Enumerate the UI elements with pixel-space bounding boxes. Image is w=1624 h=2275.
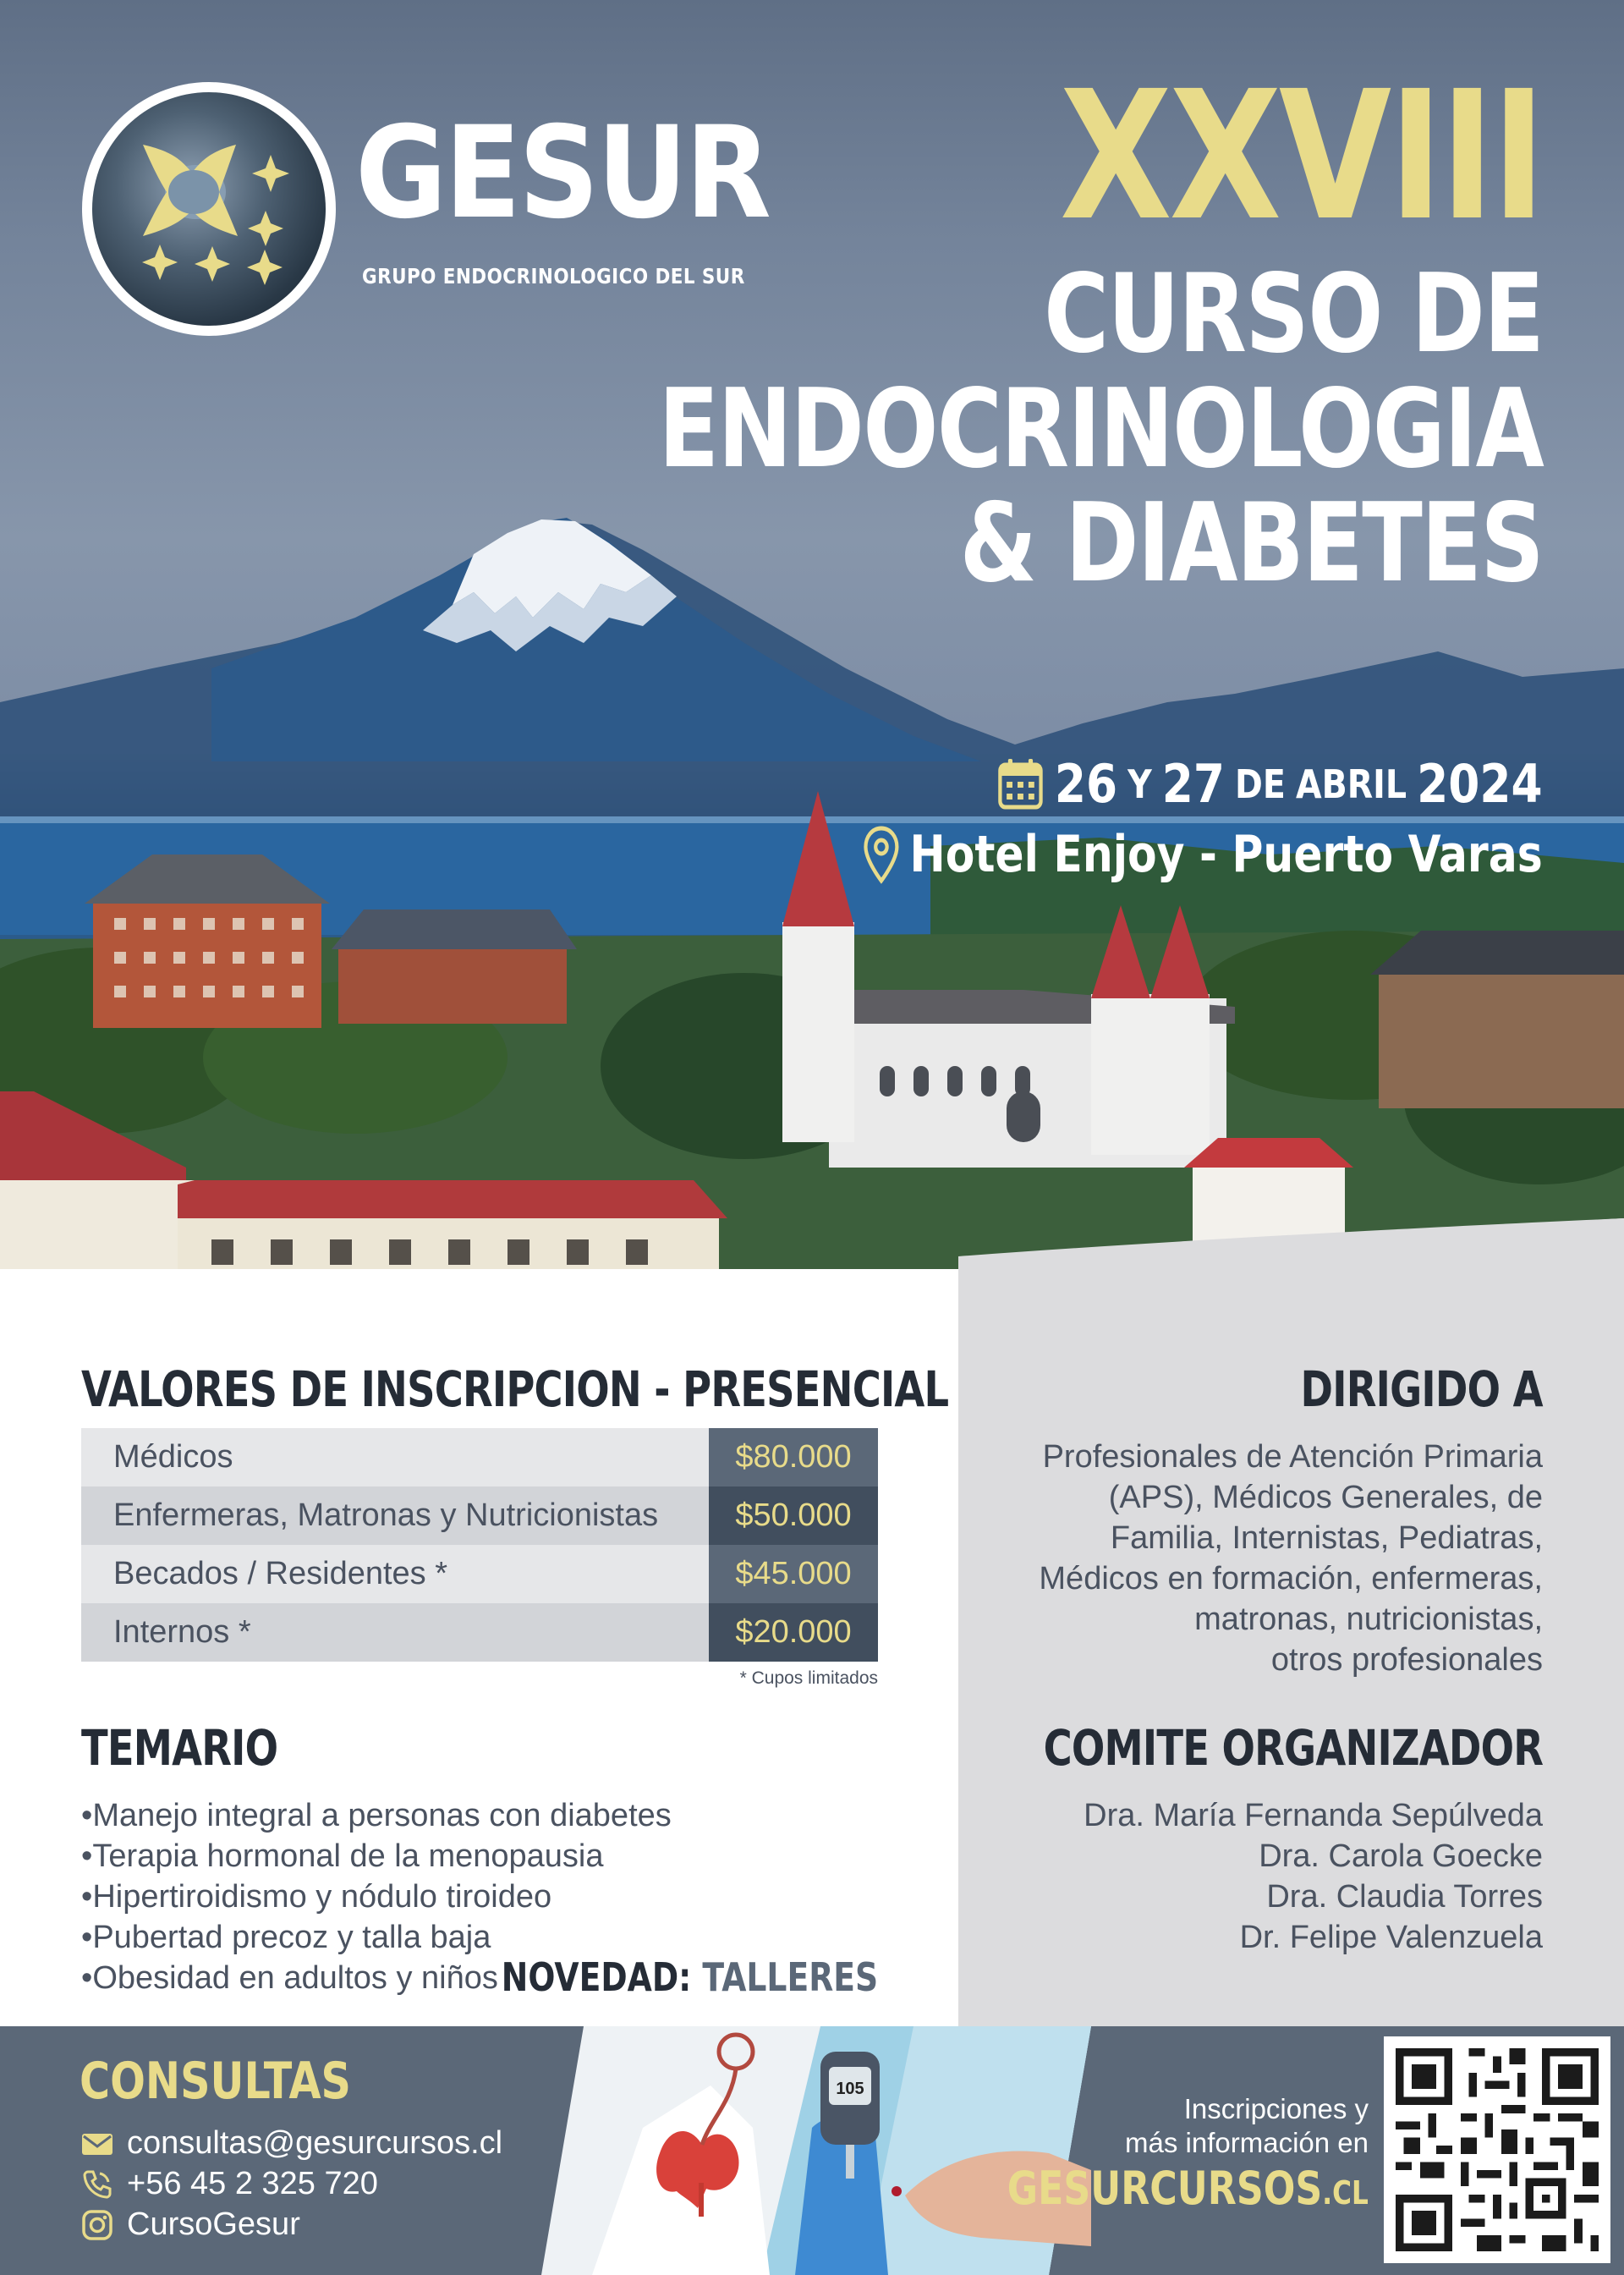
price-category: Enfermeras, Matronas y Nutricionistas: [81, 1486, 709, 1545]
temario-title: TEMARIO: [81, 1719, 278, 1777]
website-link[interactable]: [1007, 2162, 1369, 2215]
date-year: 2024: [1417, 753, 1543, 815]
dirigido-line: otros profesionales: [1270, 1642, 1543, 1678]
envelope-icon: [81, 2131, 113, 2157]
event-title-block: [464, 52, 1543, 607]
event-date: [997, 753, 1543, 815]
inscripciones-text: [1125, 2092, 1369, 2160]
calendar-icon: [997, 756, 1045, 812]
date-joiner: Y: [1127, 761, 1153, 807]
website-tld[interactable]: .CL: [1322, 2174, 1369, 2212]
price-category: Becados / Residentes *: [81, 1545, 709, 1603]
date-day1: 26: [1055, 753, 1118, 815]
sparkle-star-emblem-icon: [92, 92, 326, 326]
comite-list: [1084, 1795, 1543, 1958]
temario-item: • Hipertiroidismo y nódulo tiroideo: [81, 1877, 672, 1917]
contact-email-text[interactable]: consultas@gesurcursos.cl: [127, 2125, 503, 2161]
price-table: [81, 1428, 878, 1662]
price-amount: $20.000: [709, 1603, 878, 1662]
brand-subtitle: GRUPO ENDOCRINOLOGICO DEL SUR: [362, 264, 745, 288]
novedad-value: TALLERES: [702, 1954, 878, 2000]
comite-member: Dr. Felipe Valenzuela: [1239, 1920, 1543, 1955]
footer: [0, 2026, 1624, 2275]
glucometer-reading: 105: [836, 2080, 864, 2098]
qr-code-icon: [1396, 2048, 1599, 2251]
price-amount: $50.000: [709, 1486, 878, 1545]
inscripciones-line: más información en: [1125, 2127, 1369, 2158]
dirigido-line: Profesionales de Atención Primaria: [1042, 1439, 1543, 1475]
temario-item: • Manejo integral a personas con diabetes: [81, 1795, 672, 1836]
instagram-icon: [81, 2209, 113, 2241]
temario-item: • Obesidad en adultos y niños: [81, 1958, 672, 1998]
event-title-line-2: ENDOCRINOLOGIA: [658, 365, 1543, 492]
venue-text: Hotel Enjoy - Puerto Varas: [909, 825, 1543, 884]
comite-member: Dra. Claudia Torres: [1266, 1879, 1543, 1915]
event-venue: [863, 825, 1543, 884]
contact-email[interactable]: [81, 2125, 502, 2162]
price-category: Médicos: [81, 1428, 709, 1486]
website-main[interactable]: GESURCURSOS: [1007, 2162, 1323, 2215]
phone-icon: [81, 2168, 113, 2201]
event-title-line-1: CURSO DE: [1043, 251, 1543, 377]
price-amount: $45.000: [709, 1545, 878, 1603]
contact-instagram-text[interactable]: CursoGesur: [127, 2206, 300, 2242]
dirigido-line: Médicos en formación, enfermeras,: [1039, 1561, 1543, 1596]
contact-phone[interactable]: [81, 2166, 378, 2202]
qr-code[interactable]: [1384, 2036, 1610, 2263]
event-title-line-3: & DIABETES: [959, 481, 1543, 607]
dirigido-line: (APS), Médicos Generales, de: [1108, 1480, 1543, 1515]
consultas-title: CONSULTAS: [80, 2052, 351, 2111]
price-row: [81, 1545, 878, 1603]
contact-phone-text[interactable]: +56 45 2 325 720: [127, 2166, 378, 2201]
temario-item: • Terapia hormonal de la menopausia: [81, 1836, 672, 1877]
comite-member: Dra. Carola Goecke: [1259, 1838, 1543, 1874]
price-note: * Cupos limitados: [739, 1668, 878, 1688]
hero-curve-divider: [0, 1201, 1624, 1371]
gesur-logo: [82, 82, 336, 336]
temario-item: • Pubertad precoz y talla baja: [81, 1917, 672, 1958]
dirigido-line: Familia, Internistas, Pediatras,: [1110, 1520, 1543, 1556]
price-row: [81, 1428, 878, 1486]
pricing-title: VALORES DE INSCRIPCION - PRESENCIAL: [81, 1360, 949, 1418]
event-edition: XXVIII: [1059, 52, 1543, 260]
comite-member: Dra. María Fernanda Sepúlveda: [1084, 1798, 1543, 1833]
dirigido-text: [1001, 1437, 1543, 1680]
price-category: Internos *: [81, 1603, 709, 1662]
dirigido-title: DIRIGIDO A: [1300, 1360, 1543, 1418]
dirigido-line: matronas, nutricionistas,: [1194, 1602, 1543, 1637]
date-day2: 27: [1162, 753, 1226, 815]
novedad-talleres: [502, 1954, 878, 2000]
location-pin-icon: [863, 825, 900, 884]
price-row: [81, 1486, 878, 1545]
inscripciones-line: Inscripciones y: [1183, 2093, 1369, 2124]
date-de: DE: [1235, 761, 1287, 807]
brand-name: GESUR: [355, 100, 770, 247]
contact-instagram[interactable]: [81, 2206, 300, 2243]
price-amount: $80.000: [709, 1428, 878, 1486]
date-month: ABRIL: [1296, 761, 1407, 807]
price-row: [81, 1603, 878, 1662]
medical-photo-strip: [541, 2026, 1091, 2275]
comite-title: COMITE ORGANIZADOR: [1043, 1719, 1543, 1777]
novedad-label: NOVEDAD:: [501, 1954, 692, 2000]
